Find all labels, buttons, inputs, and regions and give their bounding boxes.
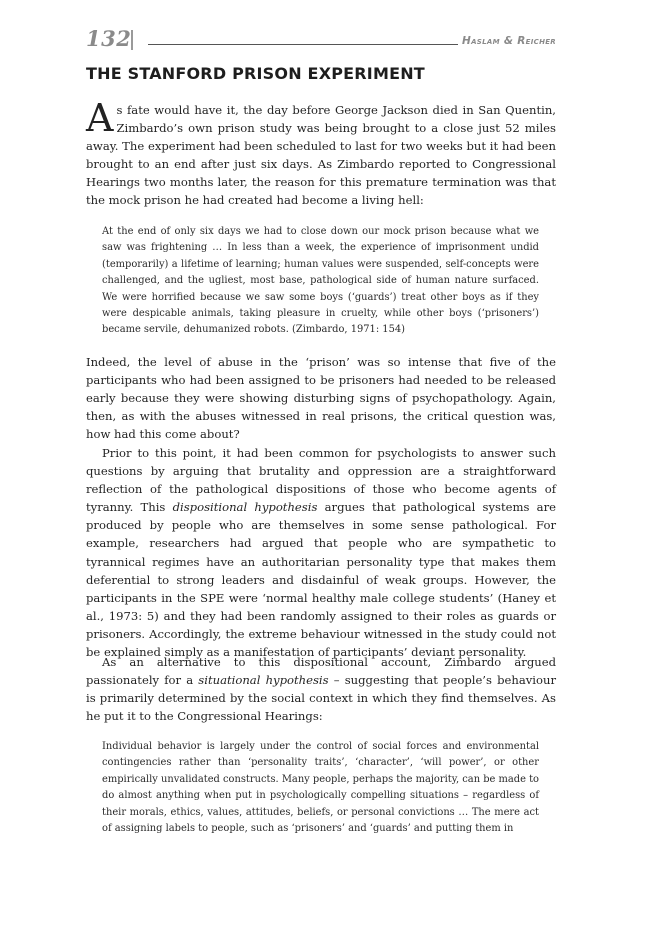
drop-cap: A <box>86 96 114 140</box>
term-situational-hypothesis: situational hypothesis <box>198 673 329 688</box>
paragraph-situational <box>86 653 556 725</box>
term-dispositional-hypothesis: dispositional hypothesis <box>172 500 318 515</box>
header-rule <box>148 44 458 45</box>
paragraph-abuse: Indeed, the level of abuse in the ‘prison’ was so intense that five of the participants who had been assigned to be prisoners had needed to be released early because they were showing disturbing signs of psychopathology. Again, then, as with the abuses witnessed in real prisons, the critical question was, how had this come about? <box>86 355 556 442</box>
block-quote-congressional-hearings: Individual behavior is largely under the control of social forces and environmental contingencies rather than ‘personality traits’, ‘character’, ‘will power’, or other empirically unvalidated constructs. Many people, perhaps the majority, can be made to do almost anything when put in psychologically compelling situations – regardless of their morals, ethics, values, attitudes, beliefs, or personal convictions … The mere act of assigning labels to people, such as ‘prisoners’ and ‘guards’ and putting them in <box>102 741 539 835</box>
paragraph-intro <box>86 96 556 210</box>
paragraph-intro-text: s fate would have it, the day before George Jackson died in San Quentin, Zimbardo’s own prison study was being brought to a close just 52 miles away. The experiment had been scheduled to last for two weeks but it had been brought to an end after just six days. As Zimbardo reported to Congressional Hearings two months later, the reason for this premature termination was that the mock prison he had created had become a living hell: <box>86 103 556 208</box>
section-title: THE STANFORD PRISON EXPERIMENT <box>86 64 425 83</box>
page-number: 132 <box>86 26 132 51</box>
page-header <box>86 26 556 54</box>
paragraph-dispositional-text-b: argues that pathological systems are produced by people who are themselves in some sense pathological. For example, researchers had argued that people who are sympathetic to tyrannical regimes have an authoritarian personality type that makes them deferential to strong leaders and disdainful of weak groups. However, the participants in the SPE were ‘normal healthy male college students’ (Haney et al., 1973: 5) and they had been randomly assigned to their roles as guards or prisoners. Accordingly, the extreme behaviour witnessed in the study could not be explained simply as a manifestation of participants’ deviant personality. <box>86 500 556 660</box>
paragraph-dispositional <box>86 444 556 661</box>
block-quote-zimbardo-1971: At the end of only six days we had to close down our mock prison because what we saw was frightening … In less than a week, the experience of imprisonment undid (temporarily) a lifetime of learning; human values were suspended, self-concepts were challenged, and the ugliest, most base, pathological side of human nature surfaced. We were horrified because we saw some boys (‘guards’) treat other boys as if they were despicable animals, taking pleasure in cruelty, while other boys (‘prisoners’) became servile, dehumanized robots. (Zimbardo, 1971: 154) <box>102 226 539 336</box>
paragraph-situational-text-b: – suggesting that people’s behaviour is primarily determined by the social context in which they find themselves. As he put it to the Congressional Hearings: <box>86 673 557 724</box>
paragraph-dispositional-text-a: Prior to this point, it had been common for psychologists to answer such questions by arguing that brutality and oppression are a straightforward reflection of the pathological dispositions of those who become agents of tyranny. This <box>86 446 556 515</box>
paragraph-situational-text-a: As an alternative to this dispositional account, Zimbardo argued passionately for a <box>86 655 556 688</box>
running-head: Haslam & Reicher <box>462 35 556 47</box>
header-divider-bar <box>131 30 133 50</box>
